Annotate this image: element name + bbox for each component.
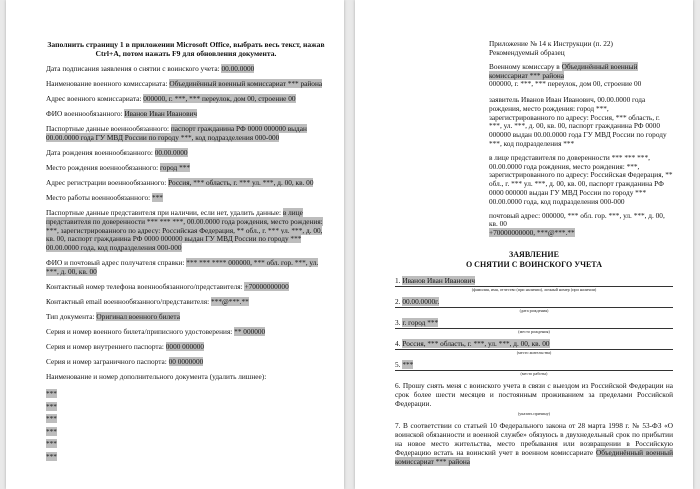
extra-doc-item[interactable] — [46, 413, 326, 426]
representative-block: в лице представителя по доверенности *** *** ***, 00.00.0000 года рождения, место рождения: ***, зарегистрированного по адресу: Российская Федерация, ** обл., г. *** ул. ***, д. 00, кв. 00, паспорт гражданина РФ 0000 000000 выдан ГУ МВД России по городу *** 00.00.0000 года, код подразделения 000-000 — [489, 152, 673, 206]
paragraph-6-caption: (указать причину) — [517, 410, 551, 416]
title-line-1: ЗАЯВЛЕНИЕ — [509, 249, 559, 259]
form-field — [46, 80, 326, 89]
form-field — [46, 179, 326, 188]
extra-doc-item[interactable] — [46, 388, 326, 401]
sample-text: Рекомендуемый образец — [489, 47, 565, 57]
addressee-prefix: Военному комиссару в — [489, 62, 560, 72]
extra-doc-item[interactable] — [46, 426, 326, 439]
field-value[interactable]: +70000000000 — [244, 281, 289, 291]
extra-doc-item[interactable] — [46, 438, 326, 451]
contacts-text: +70000000000, ***@***.** — [489, 228, 575, 238]
field-label: Тип документа: — [46, 311, 95, 321]
field-value[interactable]: 00.00.0000 — [221, 64, 255, 73]
field-value[interactable]: в лице представителя по доверенности *** *** ***, 00.00.0000 года рождения, место рождения: ***, зарегистрированного по адресу: Российская Федерация, ** обл., г. *** ул. ***, д. 00, кв. 00, паспорт гражданина РФ 0000 000000 выдан ГУ МВД России по городу *** 00.00.0000 года, код подразделения 000-000 — [46, 208, 323, 252]
extra-doc-item[interactable] — [46, 401, 326, 414]
field-value[interactable]: *** — [402, 359, 414, 369]
field-label: Дата подписания заявления о снятии с воинского учета: — [46, 64, 220, 73]
field-value[interactable]: Иванов Иван Иванович — [402, 275, 476, 285]
form-field — [46, 110, 326, 119]
paragraph-7 — [395, 421, 673, 466]
field-value[interactable]: 00 0000000 — [168, 357, 204, 367]
field-label: Адрес регистрации военнообязанного: — [46, 178, 167, 188]
field-label: Место работы военнообязанного: — [46, 193, 151, 203]
field-label: Контактный email военнообязанного/представителя: — [46, 296, 210, 306]
field-list — [46, 65, 326, 382]
extra-doc-value: *** — [46, 426, 57, 436]
field-label: ФИО и почтовый адрес получателя справки: — [46, 257, 185, 267]
extra-doc-value: *** — [46, 401, 57, 411]
extra-doc-item[interactable] — [46, 451, 326, 464]
extra-doc-value: *** — [46, 451, 57, 461]
field-number: 1. — [395, 275, 401, 285]
field-label: Паспортные данные представителя при наличии, если нет, удалить данные: — [46, 208, 282, 218]
form-field — [46, 149, 326, 158]
field-label: Паспортные данные военнообязанного: — [46, 124, 170, 134]
field-label: Дата рождения военнообязанного: — [46, 148, 153, 158]
document-page-right — [355, 0, 693, 489]
field-number: 3. — [395, 317, 401, 327]
field-value[interactable]: Россия, *** область, г. *** ул. ***, д. 00, кв. 00 — [168, 178, 314, 188]
form-field — [46, 358, 326, 367]
extra-doc-value: *** — [46, 389, 57, 399]
form-field — [46, 65, 326, 74]
commissariat-name: Объединённый военный комиссариат *** района — [489, 62, 638, 80]
field-number: 2. — [395, 296, 401, 306]
field-value[interactable]: город *** — [159, 163, 191, 173]
field-label: ФИО военнообязанного: — [46, 109, 123, 119]
field-value[interactable]: ** 000000 — [234, 326, 266, 336]
form-field — [46, 194, 326, 203]
numbered-field — [395, 318, 673, 329]
numbered-field — [395, 297, 673, 308]
field-value[interactable]: 00.00.0000г. — [402, 296, 440, 306]
field-value[interactable]: г. город *** — [402, 317, 439, 327]
commissariat-address: 000000, г. ***, *** переулок, дом 00, строение 00 — [489, 79, 642, 89]
form-field — [46, 313, 326, 322]
field-label: Серия и номер внутреннего паспорта: — [46, 341, 164, 351]
appendix-text: Приложение № 14 к Инструкции (п. 22) — [489, 39, 613, 48]
numbered-field — [395, 276, 673, 287]
field-caption: (дата рождения) — [519, 307, 549, 313]
field-caption: (место рождения) — [518, 328, 550, 334]
field-value[interactable]: паспорт гражданина РФ 0000 000000 выдан 00.00.0000 года ГУ МВД России по городу ***, код подразделения 000-000 — [46, 124, 307, 142]
field-value[interactable]: Оригинал военного билета — [96, 311, 180, 321]
form-field — [46, 125, 326, 142]
extra-documents-list — [46, 388, 326, 463]
field-label: Серия и номер заграничного паспорта: — [46, 357, 167, 367]
paragraph-6: 6. Прошу снять меня с воинского учета в связи с выездом из Российской Федерации на срок более шести месяцев и постоянным проживанием за пределами Российской Федерации. — [395, 380, 673, 408]
postal-text: почтовый адрес: 000000, *** обл. гор. ***, ул. ***, д. 00, кв. 00 — [489, 210, 665, 229]
form-field — [46, 343, 326, 352]
field-caption: (фамилия, имя, отчество (при наличии), личный номер (при наличии) — [471, 286, 597, 292]
form-field — [46, 298, 326, 307]
field-value[interactable]: 0000 000000 — [165, 341, 205, 351]
field-value[interactable]: ***@***.** — [211, 296, 249, 306]
form-field — [46, 95, 326, 104]
extra-doc-value: *** — [46, 414, 57, 424]
field-value[interactable]: Россия, *** область, г. ***, ул. ***, д. 00, кв. 00 — [402, 338, 550, 348]
applicant-block: заявитель Иванов Иван Иванович, 00.00.0000 года рождения, место рождения: город ***, зарегистрированного по адресу: Россия, *** область, г. ***, ул. ***, д. 00, кв. 00, паспорт гражданина РФ 0000 000000 выдан 00.00.0000 года ГУ МВД России по городу ***, код подразделения *** — [489, 94, 667, 148]
field-caption: (место жительства) — [516, 349, 552, 355]
form-field — [46, 164, 326, 173]
appendix-note — [489, 40, 673, 57]
form-field — [46, 373, 326, 382]
numbered-field — [395, 339, 673, 350]
numbered-field — [395, 360, 673, 371]
field-label: Серия и номер военного билета/приписного удостоверения: — [46, 326, 233, 336]
field-number: 4. — [395, 338, 401, 348]
document-page-left — [6, 0, 344, 489]
field-caption: (место работы) — [520, 370, 548, 376]
statement-title — [395, 250, 673, 270]
addressee-block — [489, 63, 673, 89]
field-value[interactable]: 00.00.0000 — [154, 148, 188, 158]
paragraph-7-text: 7. В соответствии со статьей 10 Федерального закона от 28 марта 1998 г. № 53-ФЗ «О воинской обязанности и военной службе» обязуюсь в двухнедельный срок по прибытии на новое место жительства, место пребывания или возвращении в Российскую Федерацию встать на воинский учет в военном комиссариате — [395, 420, 673, 457]
postal-address — [489, 212, 673, 238]
field-number: 5. — [395, 359, 401, 369]
field-value[interactable]: 000000, г. ***, *** переулок, дом 00, строение 00 — [143, 94, 296, 104]
field-value[interactable]: *** *** **** 000000, *** обл. гор. ***, ул. ***, д. 00, кв. 00 — [46, 257, 319, 276]
form-field — [46, 283, 326, 292]
field-value[interactable]: Объединённый военный комиссариат *** района — [169, 79, 323, 89]
form-field — [46, 209, 326, 252]
field-value[interactable]: Иванов Иван Иванович — [124, 109, 198, 119]
numbered-fields — [395, 276, 673, 377]
form-field — [46, 328, 326, 337]
paragraph-7-value: Объединённый военный комиссариат *** района — [395, 447, 673, 466]
field-label: Контактный номер телефона военнообязанного/представителя: — [46, 281, 243, 291]
field-label: Адрес военного комиссариата: — [46, 94, 142, 104]
field-label: Наименование и номер дополнительного документа (удалить лишнее): — [46, 372, 267, 382]
form-field — [46, 259, 326, 276]
title-line-2: О СНЯТИИ С ВОИНСКОГО УЧЕТА — [465, 259, 603, 269]
field-label: Наименование военного комиссариата: — [46, 79, 168, 89]
instruction-header: Заполнить страницу 1 в приложении Microsoft Office, выбрать весь текст, нажав Ctrl+A, потом нажать F9 для обновления документа. — [47, 40, 325, 58]
field-value[interactable]: *** — [151, 193, 163, 203]
extra-doc-value: *** — [46, 439, 57, 449]
field-label: Место рождения военнообязанного: — [46, 163, 159, 173]
